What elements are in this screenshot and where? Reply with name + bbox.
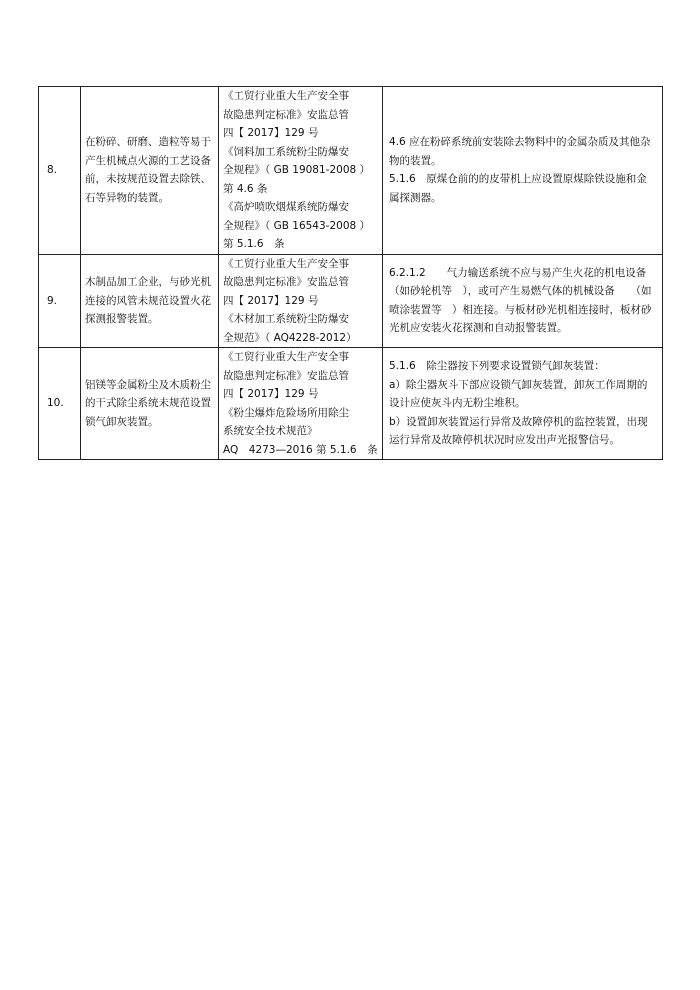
standard-line: 《高炉喷吹烟煤系统防爆安 (223, 201, 349, 213)
table-row (39, 254, 663, 348)
standard-line: 四【 2017】129 号 (223, 127, 319, 139)
standard-reference (219, 87, 383, 255)
standard-line: 《工贸行业重大生产安全事 (223, 90, 349, 102)
requirement-text (383, 87, 663, 255)
standard-line: 故隐患判定标准》安监总管 (223, 369, 349, 382)
requirement-paragraph: 6.2.1.2 气力输送系统不应与易产生火花的机电设备（如砂轮机等 ），或可产生易燃气体的机械设备 （如喷涂装置等 ）相连接。与板材砂光机相连接时，板材砂光机应安装火花探测和自动报警装置。 (389, 266, 652, 335)
hazard-text: 铝镁等金属粉尘及木质粉尘的干式除尘系统未规范设置锁气卸灰装置。 (85, 378, 211, 428)
standard-line: 全规程》（ GB 19081-2008 ） (223, 164, 371, 176)
standard-line: 《工贸行业重大生产安全事 (223, 257, 349, 270)
standard-reference (219, 254, 383, 348)
requirement-paragraph: 5.1.6 原煤仓前的的皮带机上应设置原煤除铁设施和金属探测器。 (389, 173, 647, 204)
hazard-description (81, 254, 219, 348)
standard-line: 《木材加工系统粉尘防爆安 (223, 313, 349, 325)
table-row (39, 87, 663, 255)
standard-line: AQ 4273—2016 第 5.1.6 条 (223, 443, 378, 456)
standard-line: 《工贸行业重大生产安全事 (223, 351, 349, 363)
standard-line: 第 5.1.6 条 (223, 238, 285, 250)
row-number: 10. (39, 348, 81, 460)
requirement-paragraph: b）设置卸灰装置运行异常及故障停机的监控装置，出现运行异常及故障停机状况时应发出声光报警信号。 (389, 415, 648, 447)
row-number: 9. (39, 254, 81, 348)
standard-line: 全规程》（ GB 16543-2008 ） (223, 219, 371, 232)
requirement-paragraph: 4.6 应在粉碎系统前安装除去物料中的金属杂质及其他杂物的装置。 (389, 136, 651, 167)
standard-line: 故隐患判定标准》安监总管 (223, 108, 349, 121)
requirement-text (383, 254, 663, 348)
hazard-text: 在粉碎、研磨、造粒等易于产生机械点火源的工艺设备前，未按规范设置去除铁、石等异物的装置。 (85, 136, 211, 204)
standard-line: 《饲料加工系统粉尘防爆安 (223, 145, 349, 158)
requirement-paragraph: 5.1.6 除尘器按下列要求设置锁气卸灰装置： (389, 360, 605, 373)
standard-reference (219, 348, 383, 460)
hazard-description (81, 87, 219, 255)
standard-line: 第 4.6 条 (223, 182, 268, 195)
standard-line: 系统安全技术规范》 (223, 425, 318, 437)
hazard-description (81, 348, 219, 460)
hazard-text: 木制品加工企业，与砂光机连接的风管未规范设置火花探测报警装置。 (85, 276, 211, 325)
requirement-text (383, 348, 663, 460)
standard-line: 四【 2017】129 号 (223, 294, 319, 307)
standard-line: 全规范》（ AQ4228-2012） (223, 331, 357, 344)
hazard-standards-table (38, 86, 663, 460)
row-number: 8. (39, 87, 81, 255)
standard-line: 四【 2017】129 号 (223, 388, 319, 400)
table-row (39, 348, 663, 460)
standard-line: 故隐患判定标准》安监总管 (223, 276, 349, 288)
requirement-paragraph: a）除尘器灰斗下部应设锁气卸灰装置，卸灰工作周期的设计应使灰斗内无粉尘堆积。 (389, 378, 648, 410)
standard-line: 《粉尘爆炸危险场所用除尘 (223, 406, 349, 419)
